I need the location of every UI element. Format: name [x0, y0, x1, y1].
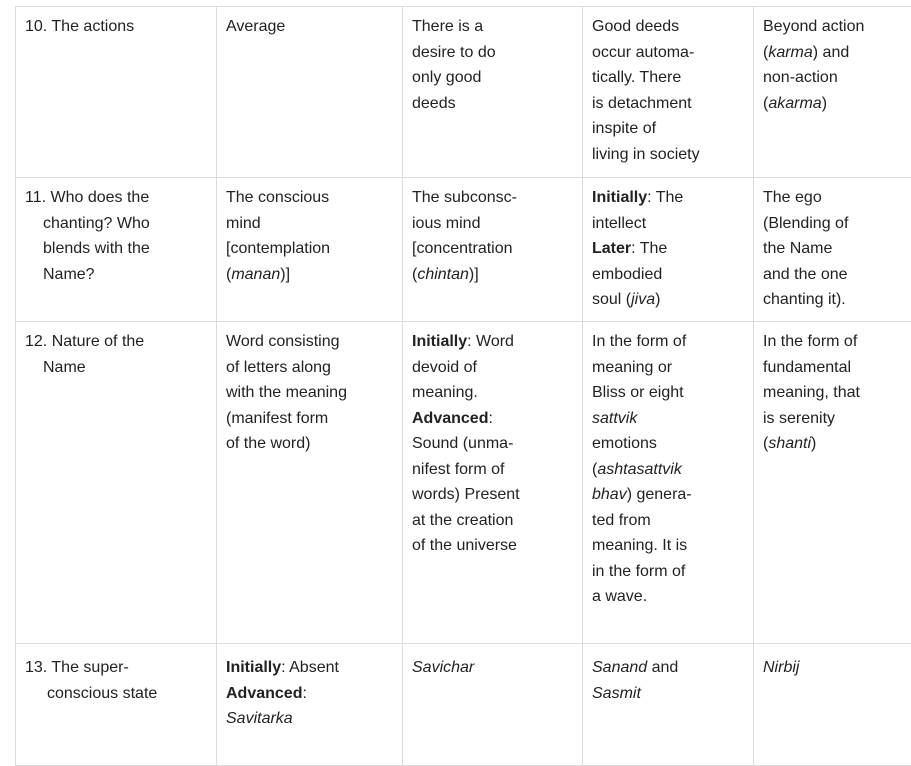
- cell-text: of the universe: [412, 533, 573, 559]
- paren: )]: [469, 266, 479, 283]
- cell-text: non-action: [763, 65, 906, 91]
- table-cell: [217, 322, 403, 644]
- cell-text: [592, 457, 744, 483]
- cell-text: [592, 482, 744, 508]
- cell-text: meaning.: [412, 380, 573, 406]
- cell-text: [592, 185, 744, 211]
- cell-text: tically. There: [592, 65, 744, 91]
- row-label-cell: [16, 7, 217, 178]
- paren: ): [811, 435, 816, 452]
- cell-text: soul (: [592, 291, 631, 308]
- cell-text: [412, 262, 573, 288]
- bold-label: Advanced: [412, 410, 488, 427]
- cell-text: ) and: [813, 44, 849, 61]
- sanskrit-term: Savitarka: [226, 706, 393, 732]
- paren: (: [592, 461, 597, 478]
- cell-text: emotions: [592, 431, 744, 457]
- cell-text: deeds: [412, 91, 573, 117]
- cell-text: [226, 262, 393, 288]
- table-cell: [217, 644, 403, 766]
- cell-text: meaning or: [592, 355, 744, 381]
- table-cell: [754, 178, 911, 322]
- table-row: [16, 644, 911, 766]
- table-cell: [403, 322, 583, 644]
- cell-text: living in society: [592, 142, 744, 168]
- cell-text: : Word: [467, 333, 514, 350]
- cell-text: In the form of: [592, 329, 744, 355]
- table-cell: [403, 178, 583, 322]
- cell-text: 12. Nature of the: [25, 329, 207, 355]
- cell-text: nifest form of: [412, 457, 573, 483]
- sanskrit-term: karma: [768, 44, 812, 61]
- cell-text: :: [302, 685, 306, 702]
- table-cell: [754, 644, 911, 766]
- sanskrit-term: shanti: [768, 435, 811, 452]
- bold-label: Initially: [592, 189, 647, 206]
- cell-text: [763, 91, 906, 117]
- cell-text: : Absent: [281, 659, 339, 676]
- cell-text: intellect: [592, 211, 744, 237]
- cell-text: at the creation: [412, 508, 573, 534]
- cell-text: There is a: [412, 14, 573, 40]
- cell-text: The subconsc-: [412, 185, 573, 211]
- cell-text: Average: [226, 14, 393, 40]
- sanskrit-term: Nirbij: [763, 655, 906, 681]
- cell-text: inspite of: [592, 116, 744, 142]
- sanskrit-term: akarma: [768, 95, 821, 112]
- cell-text: chanting? Who: [25, 211, 207, 237]
- cell-text: ted from: [592, 508, 744, 534]
- cell-text: : The: [631, 240, 667, 257]
- table-cell: [403, 7, 583, 178]
- cell-text: 13. The super-: [25, 655, 207, 681]
- cell-text: Sound (unma-: [412, 431, 573, 457]
- cell-text: Bliss or eight: [592, 380, 744, 406]
- cell-text: The ego: [763, 185, 906, 211]
- paren: ): [655, 291, 660, 308]
- cell-text: [concentration: [412, 236, 573, 262]
- cell-text: ) genera-: [627, 486, 692, 503]
- cell-text: meaning, that: [763, 380, 906, 406]
- cell-text: and the one: [763, 262, 906, 288]
- cell-text: Word consisting: [226, 329, 393, 355]
- paren: )]: [280, 266, 290, 283]
- sanskrit-term: Sanand: [592, 659, 647, 676]
- paren: (: [763, 435, 768, 452]
- table-cell: [583, 644, 754, 766]
- cell-text: the Name: [763, 236, 906, 262]
- cell-text: with the meaning: [226, 380, 393, 406]
- table-row: [16, 322, 911, 644]
- comparison-table: [15, 6, 911, 766]
- cell-text: [763, 40, 906, 66]
- cell-text: Beyond action: [763, 14, 906, 40]
- cell-text: [226, 655, 393, 681]
- paren: ): [822, 95, 827, 112]
- cell-text: conscious state: [25, 681, 207, 707]
- cell-text: [763, 431, 906, 457]
- cell-text: [592, 655, 744, 681]
- table-cell: [583, 178, 754, 322]
- sanskrit-term: chintan: [417, 266, 469, 283]
- bold-label: Later: [592, 240, 631, 257]
- cell-text: : The: [647, 189, 683, 206]
- cell-text: of letters along: [226, 355, 393, 381]
- row-label-cell: [16, 322, 217, 644]
- table-cell: [583, 7, 754, 178]
- cell-text: [412, 406, 573, 432]
- cell-text: (Blending of: [763, 211, 906, 237]
- cell-text: 10. The actions: [25, 14, 207, 40]
- sanskrit-term: Sasmit: [592, 681, 744, 707]
- cell-text: embodied: [592, 262, 744, 288]
- cell-text: ious mind: [412, 211, 573, 237]
- cell-text: In the form of: [763, 329, 906, 355]
- table-cell: [754, 7, 911, 178]
- paren: (: [226, 266, 231, 283]
- paren: (: [412, 266, 417, 283]
- bold-label: Advanced: [226, 685, 302, 702]
- sanskrit-term: ashtasattvik: [597, 461, 681, 478]
- row-label-cell: [16, 644, 217, 766]
- cell-text: of the word): [226, 431, 393, 457]
- cell-text: blends with the: [25, 236, 207, 262]
- table-cell: [754, 322, 911, 644]
- sanskrit-term: sattvik: [592, 406, 744, 432]
- table-row: [16, 7, 911, 178]
- cell-text: is serenity: [763, 406, 906, 432]
- table-row: [16, 178, 911, 322]
- cell-text: [592, 287, 744, 313]
- cell-text: 11. Who does the: [25, 185, 207, 211]
- row-label-cell: [16, 178, 217, 322]
- table-cell: [217, 7, 403, 178]
- cell-text: words) Present: [412, 482, 573, 508]
- sanskrit-term: bhav: [592, 486, 627, 503]
- cell-text: occur automa-: [592, 40, 744, 66]
- paren: (: [763, 95, 768, 112]
- cell-text: is detachment: [592, 91, 744, 117]
- cell-text: only good: [412, 65, 573, 91]
- cell-text: in the form of: [592, 559, 744, 585]
- sanskrit-term: manan: [231, 266, 280, 283]
- bold-label: Initially: [226, 659, 281, 676]
- cell-text: [592, 236, 744, 262]
- cell-text: Name?: [25, 262, 207, 288]
- cell-text: meaning. It is: [592, 533, 744, 559]
- cell-text: devoid of: [412, 355, 573, 381]
- cell-text: Good deeds: [592, 14, 744, 40]
- cell-text: a wave.: [592, 584, 744, 610]
- cell-text: The conscious: [226, 185, 393, 211]
- cell-text: (manifest form: [226, 406, 393, 432]
- cell-text: chanting it).: [763, 287, 906, 313]
- paren: (: [763, 44, 768, 61]
- bold-label: Initially: [412, 333, 467, 350]
- table-cell: [217, 178, 403, 322]
- cell-text: mind: [226, 211, 393, 237]
- table-cell: [403, 644, 583, 766]
- cell-text: [contemplation: [226, 236, 393, 262]
- cell-text: fundamental: [763, 355, 906, 381]
- cell-text: and: [647, 659, 678, 676]
- cell-text: [226, 681, 393, 707]
- table-cell: [583, 322, 754, 644]
- sanskrit-term: jiva: [631, 291, 655, 308]
- sanskrit-term: Savichar: [412, 655, 573, 681]
- cell-text: [412, 329, 573, 355]
- cell-text: desire to do: [412, 40, 573, 66]
- cell-text: :: [488, 410, 492, 427]
- cell-text: Name: [25, 355, 207, 381]
